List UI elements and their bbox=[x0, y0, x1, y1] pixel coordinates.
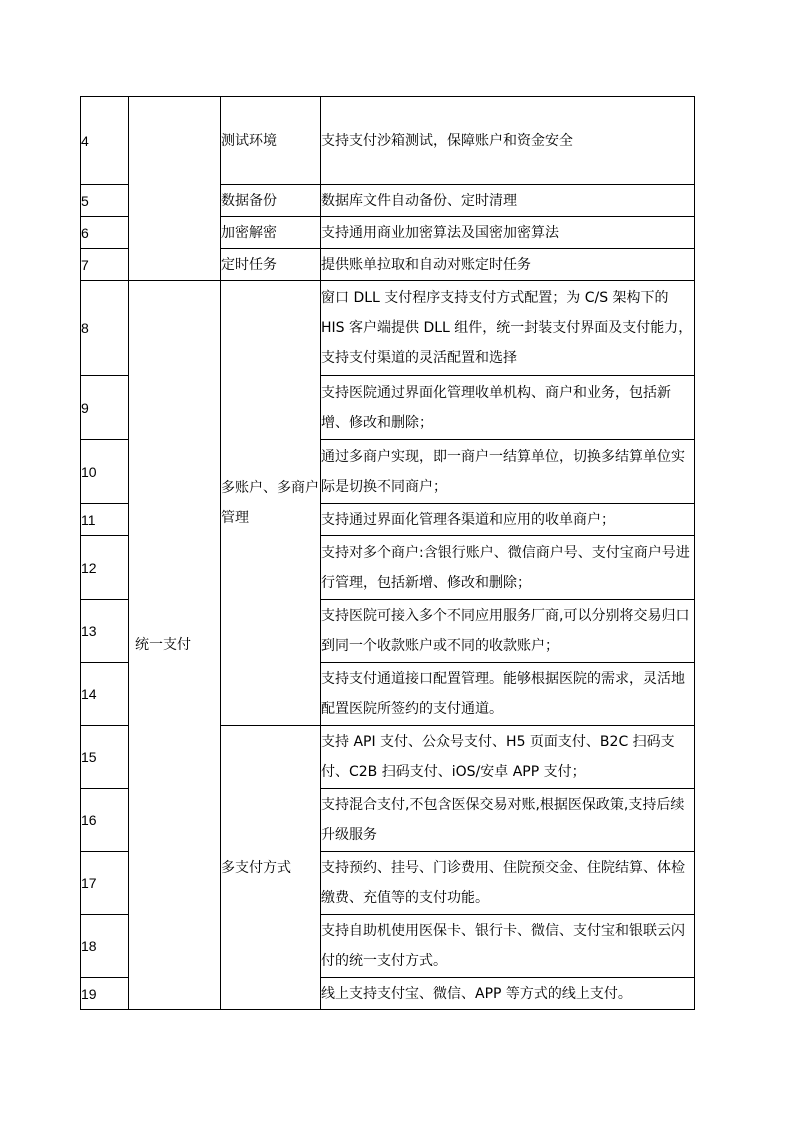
description-cell: 支持支付通道接口配置管理。能够根据医院的需求，灵活地配置医院所签约的支付通道。 bbox=[321, 663, 695, 726]
description-cell: 支持 API 支付、公众号支付、H5 页面支付、B2C 扫码支付、C2B 扫码支付、iOS/安卓 APP 支付； bbox=[321, 726, 695, 789]
description-cell: 支持通用商业加密算法及国密加密算法 bbox=[321, 217, 695, 249]
description-cell: 支持医院可接入多个不同应用服务厂商,可以分别将交易归口到同一个收款账户或不同的收款账户； bbox=[321, 600, 695, 663]
row-number: 17 bbox=[81, 852, 129, 915]
row-number: 13 bbox=[81, 600, 129, 663]
description-cell: 窗口 DLL 支付程序支持支付方式配置；为 C/S 架构下的 HIS 客户端提供 DLL 组件，统一封装支付界面及支付能力，支持支付渠道的灵活配置和选择 bbox=[321, 281, 695, 376]
row-number: 6 bbox=[81, 217, 129, 249]
feature-cell: 测试环境 bbox=[221, 97, 321, 185]
spec-table bbox=[80, 96, 695, 1010]
description-cell: 支持医院通过界面化管理收单机构、商户和业务，包括新增、修改和删除； bbox=[321, 376, 695, 440]
feature-cell: 加密解密 bbox=[221, 217, 321, 249]
row-number: 7 bbox=[81, 249, 129, 281]
table-row bbox=[81, 281, 695, 376]
group-label-multi-account: 多账户、多商户管理 bbox=[221, 281, 321, 726]
description-cell: 数据库文件自动备份、定时清理 bbox=[321, 185, 695, 217]
row-number: 4 bbox=[81, 97, 129, 185]
row-number: 12 bbox=[81, 536, 129, 600]
row-number: 10 bbox=[81, 440, 129, 504]
group-label-multi-payment: 多支付方式 bbox=[221, 726, 321, 1010]
row-number: 5 bbox=[81, 185, 129, 217]
group-cell-empty bbox=[129, 97, 221, 281]
description-cell: 支持自助机使用医保卡、银行卡、微信、支付宝和银联云闪付的统一支付方式。 bbox=[321, 915, 695, 978]
row-number: 15 bbox=[81, 726, 129, 789]
table-row bbox=[81, 97, 695, 185]
row-number: 16 bbox=[81, 789, 129, 852]
row-number: 14 bbox=[81, 663, 129, 726]
feature-cell: 定时任务 bbox=[221, 249, 321, 281]
row-number: 11 bbox=[81, 504, 129, 536]
description-cell: 支持预约、挂号、门诊费用、住院预交金、住院结算、体检缴费、充值等的支付功能。 bbox=[321, 852, 695, 915]
description-cell: 支持对多个商户:含银行账户、微信商户号、支付宝商户号进行管理，包括新增、修改和删除； bbox=[321, 536, 695, 600]
group-label-unified-payment: 统一支付 bbox=[129, 281, 221, 1010]
description-cell: 支持通过界面化管理各渠道和应用的收单商户； bbox=[321, 504, 695, 536]
description-cell: 提供账单拉取和自动对账定时任务 bbox=[321, 249, 695, 281]
description-cell: 支持支付沙箱测试，保障账户和资金安全 bbox=[321, 97, 695, 185]
description-cell: 支持混合支付,不包含医保交易对账,根据医保政策,支持后续升级服务 bbox=[321, 789, 695, 852]
row-number: 18 bbox=[81, 915, 129, 978]
row-number: 9 bbox=[81, 376, 129, 440]
description-cell: 线上支持支付宝、微信、APP 等方式的线上支付。 bbox=[321, 978, 695, 1010]
row-number: 8 bbox=[81, 281, 129, 376]
description-cell: 通过多商户实现，即一商户一结算单位，切换多结算单位实际是切换不同商户； bbox=[321, 440, 695, 504]
row-number: 19 bbox=[81, 978, 129, 1010]
feature-cell: 数据备份 bbox=[221, 185, 321, 217]
